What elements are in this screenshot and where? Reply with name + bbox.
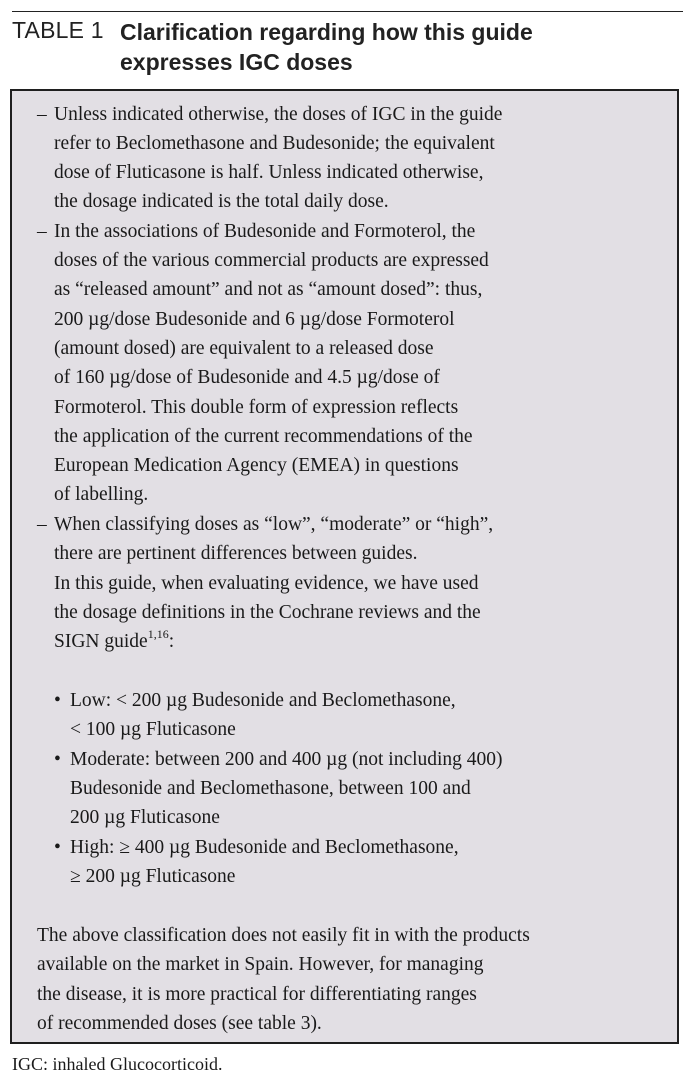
text-line: refer to Beclomethasone and Budesonide; the equivalent bbox=[54, 133, 495, 154]
bullet-marker: • bbox=[54, 837, 61, 858]
dash-marker: – bbox=[37, 104, 47, 125]
closing-line: The above classification does not easily fit in with the products bbox=[37, 925, 530, 946]
bullet-line: < 100 µg Fluticasone bbox=[70, 719, 236, 740]
bullet-line: Budesonide and Beclomethasone, between 100 and bbox=[70, 778, 471, 799]
citation-superscript: 1,16 bbox=[147, 627, 169, 641]
closing-line: available on the market in Spain. However, for managing bbox=[37, 954, 484, 975]
text-line: of labelling. bbox=[54, 484, 149, 505]
text-line: doses of the various commercial products are expressed bbox=[54, 250, 489, 271]
text-line: In the associations of Budesonide and Formoterol, the bbox=[54, 221, 476, 242]
bullet-line: High: ≥ 400 µg Budesonide and Beclomethasone, bbox=[70, 837, 459, 858]
closing-line: of recommended doses (see table 3). bbox=[37, 1013, 322, 1034]
text-line: the dosage indicated is the total daily dose. bbox=[54, 191, 389, 212]
text-line-with-citation bbox=[54, 629, 174, 656]
sign-guide-text: SIGN guide bbox=[54, 631, 148, 652]
text-line: dose of Fluticasone is half. Unless indicated otherwise, bbox=[54, 162, 484, 183]
closing-line: the disease, it is more practical for differentiating ranges bbox=[37, 984, 477, 1005]
bullet-line: Moderate: between 200 and 400 µg (not including 400) bbox=[70, 749, 503, 770]
dash-marker: – bbox=[37, 514, 47, 535]
table-title: Clarification regarding how this guide expresses IGC doses bbox=[120, 19, 533, 75]
text-line: (amount dosed) are equivalent to a released dose bbox=[54, 338, 434, 359]
text-line: European Medication Agency (EMEA) in questions bbox=[54, 455, 459, 476]
text-line: there are pertinent differences between guides. bbox=[54, 543, 418, 564]
text-line: as “released amount” and not as “amount dosed”: thus, bbox=[54, 279, 483, 300]
text-line: In this guide, when evaluating evidence, we have used bbox=[54, 573, 479, 594]
text-line: Unless indicated otherwise, the doses of IGC in the guide bbox=[54, 104, 503, 125]
text-line: of 160 µg/dose of Budesonide and 4.5 µg/dose of bbox=[54, 367, 440, 388]
footnote: IGC: inhaled Glucocorticoid. bbox=[12, 1054, 223, 1074]
text-line: the application of the current recommendations of the bbox=[54, 426, 473, 447]
text-line: When classifying doses as “low”, “moderate” or “high”, bbox=[54, 514, 494, 535]
bullet-marker: • bbox=[54, 690, 61, 711]
text-line: Formoterol. This double form of expression reflects bbox=[54, 397, 459, 418]
text-line: 200 µg/dose Budesonide and 6 µg/dose Formoterol bbox=[54, 309, 455, 330]
bullet-line: ≥ 200 µg Fluticasone bbox=[70, 866, 236, 887]
text-line: the dosage definitions in the Cochrane reviews and the bbox=[54, 602, 481, 623]
colon: : bbox=[168, 631, 175, 652]
bullet-marker: • bbox=[54, 749, 61, 770]
dash-marker: – bbox=[37, 221, 47, 242]
table-box bbox=[10, 89, 679, 1044]
bullet-line: Low: < 200 µg Budesonide and Beclomethasone, bbox=[70, 690, 456, 711]
top-rule bbox=[12, 11, 683, 12]
bullet-line: 200 µg Fluticasone bbox=[70, 807, 220, 828]
table-label: TABLE 1 bbox=[12, 17, 104, 43]
